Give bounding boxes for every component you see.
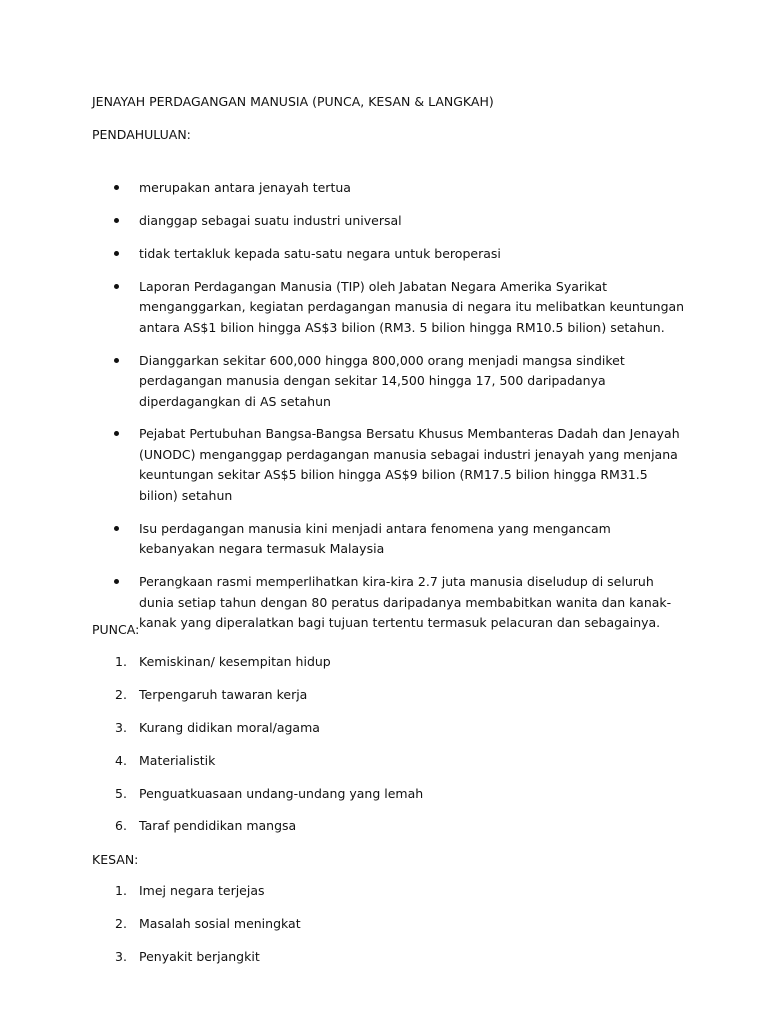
- bullet-icon: [114, 526, 119, 531]
- list-item: [0, 424, 768, 506]
- section-heading-pendahuluan: PENDAHULUAN:: [92, 127, 191, 142]
- list-item: [0, 881, 768, 902]
- list-item-number: 5.: [115, 785, 127, 801]
- list-item-number: 6.: [115, 818, 127, 834]
- list-item-text: Dianggarkan sekitar 600,000 hingga 800,000 orang menjadi mangsa sindiket perdagangan manusia dengan sekitar 14,500 hingga 17, 500 daripadanya diperdagangkan di AS setahun: [139, 352, 625, 409]
- list-item-text: Imej negara terjejas: [139, 883, 265, 898]
- list-item-number: 3.: [115, 719, 127, 735]
- list-item: [0, 519, 768, 560]
- list-item-text: Terpengaruh tawaran kerja: [139, 686, 308, 702]
- list-item-text: Kemiskinan/ kesempitan hidup: [139, 654, 331, 669]
- list-item: [0, 816, 768, 837]
- list-item-text: tidak tertakluk kepada satu-satu negara untuk beroperasi: [139, 245, 501, 261]
- list-item: [0, 718, 768, 739]
- bullet-icon: [114, 218, 119, 223]
- list-item-text: Materialistik: [139, 752, 216, 768]
- list-item-number: 4.: [115, 752, 127, 768]
- bullet-icon: [114, 251, 119, 256]
- list-item-text: dianggap sebagai suatu industri universal: [139, 212, 402, 228]
- list-item: [0, 685, 768, 706]
- list-item-text: Taraf pendidikan mangsa: [139, 818, 297, 834]
- list-item-number: 2.: [115, 686, 127, 702]
- list-item-number: 1.: [115, 654, 127, 669]
- list-item-text: Laporan Perdagangan Manusia (TIP) oleh Jabatan Negara Amerika Syarikat menganggarkan, kegiatan perdagangan manusia di negara itu melibatkan keuntungan antara AS$1 bilion hingga AS$3 bilion (RM3. 5 bilion hingga RM10.5 bilion) setahun.: [139, 278, 685, 335]
- list-item: [0, 351, 768, 413]
- list-item: [0, 652, 768, 673]
- list-item: [0, 947, 768, 968]
- list-item-text: Isu perdagangan manusia kini menjadi antara fenomena yang mengancam kebanyakan negara termasuk Malaysia: [139, 520, 611, 557]
- list-item: [0, 784, 768, 805]
- list-item-number: 1.: [115, 883, 127, 898]
- list-item: [0, 277, 768, 339]
- list-item: [0, 178, 768, 199]
- document-title: JENAYAH PERDAGANGAN MANUSIA (PUNCA, KESAN & LANGKAH): [92, 94, 494, 109]
- list-item-text: Perangkaan rasmi memperlihatkan kira-kira 2.7 juta manusia diseludup di seluruh dunia setiap tahun dengan 80 peratus daripadanya membabitkan wanita dan kanak-kanak yang diperalatkan bagi tujuan tertentu termasuk pelacuran dan sebagainya.: [139, 574, 672, 631]
- bullet-icon: [114, 431, 119, 436]
- section-heading-punca: PUNCA:: [92, 622, 140, 637]
- list-item-text: Pejabat Pertubuhan Bangsa-Bangsa Bersatu Khusus Membanteras Dadah dan Jenayah (UNODC) menganggap perdagangan manusia sebagai industri jenayah yang menjana keuntungan sekitar AS$5 bilion hingga AS$9 bilion (RM17.5 bilion hingga RM31.5 bilion) setahun: [139, 426, 680, 503]
- bullet-icon: [114, 579, 119, 584]
- bullet-icon: [114, 185, 119, 190]
- kesan-numbered-list: [0, 881, 768, 980]
- bullet-icon: [114, 358, 119, 363]
- list-item-number: 3.: [115, 948, 127, 964]
- bullet-icon: [114, 284, 119, 289]
- list-item-text: Penguatkuasaan undang-undang yang lemah: [139, 785, 424, 801]
- list-item-text: Penyakit berjangkit: [139, 948, 260, 964]
- list-item-text: Kurang didikan moral/agama: [139, 719, 320, 735]
- list-item: [0, 914, 768, 935]
- list-item-text: Masalah sosial meningkat: [139, 915, 301, 931]
- punca-numbered-list: [0, 652, 768, 849]
- section-heading-kesan: KESAN:: [92, 852, 139, 867]
- list-item-number: 2.: [115, 915, 127, 931]
- list-item-text: merupakan antara jenayah tertua: [139, 180, 351, 195]
- pendahuluan-bullet-list: [0, 178, 768, 646]
- list-item: [0, 211, 768, 232]
- list-item: [0, 244, 768, 265]
- list-item: [0, 751, 768, 772]
